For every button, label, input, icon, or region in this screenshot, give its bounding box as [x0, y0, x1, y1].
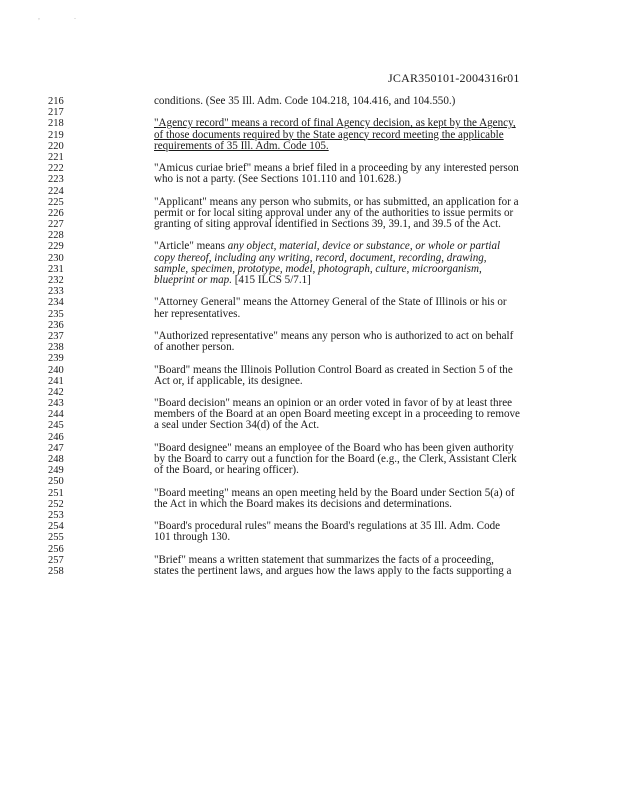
text-segment: Act or, if applicable, its designee. — [154, 374, 303, 387]
text-segment: "Board's procedural rules" means the Board's regulations at 35 Ill. Adm. Code — [154, 520, 501, 533]
line-number: 234 — [48, 297, 64, 309]
text-segment: "Agency record" means a record of final Agency decision, as kept by the Agency, — [154, 117, 516, 130]
line-number: 240 — [48, 364, 64, 376]
text-segment: "Authorized representative" means any person who is authorized to act on behalf — [154, 329, 514, 342]
text-segment: [415 ILCS 5/7.1] — [231, 274, 311, 286]
document-line — [0, 454, 618, 465]
line-number: 227 — [48, 219, 64, 231]
document-id: JCAR350101-2004316r01 — [388, 71, 520, 85]
line-number: 254 — [48, 521, 64, 533]
line-number: 218 — [48, 118, 64, 130]
line-number: 226 — [48, 207, 64, 219]
text-segment: "Brief" means a written statement that summarizes the facts of a proceeding, — [154, 553, 494, 566]
text-segment: 101 through 130. — [154, 531, 231, 544]
document-line — [0, 331, 618, 342]
text-segment: her representatives. — [154, 307, 241, 320]
line-text — [154, 566, 511, 577]
text-segment: a seal under Section 34(d) of the Act. — [154, 419, 320, 432]
text-segment: sample, specimen, prototype, model, photograph, culture, microorganism, — [154, 262, 482, 275]
text-segment: of those documents required by the State agency record meeting the applicable — [154, 128, 504, 141]
document-line — [0, 297, 618, 308]
line-number: 225 — [48, 196, 64, 208]
text-segment: "Article" means — [154, 240, 228, 253]
line-text — [154, 275, 311, 286]
text-segment: members of the Board at an open Board meeting except in a proceeding to remove — [154, 408, 520, 421]
line-number: 250 — [48, 476, 64, 488]
document-line — [0, 309, 618, 320]
text-segment: blueprint or map. — [154, 274, 232, 286]
line-number: 241 — [48, 375, 64, 387]
text-segment: conditions. (See 35 Ill. Adm. Code 104.218, 104.416, and 104.550.) — [154, 95, 456, 107]
document-line — [0, 96, 618, 107]
line-number: 222 — [48, 163, 64, 175]
line-text — [154, 174, 401, 185]
text-segment: requirements of 35 Ill. Adm. Code 105. — [154, 139, 329, 152]
line-number: 237 — [48, 330, 64, 342]
text-segment: the Act in which the Board makes its decisions and determinations. — [154, 497, 452, 510]
document-line — [0, 566, 618, 577]
document-line — [0, 141, 618, 152]
document-line — [0, 275, 618, 286]
line-number: 224 — [48, 185, 64, 197]
text-segment: states the pertinent laws, and argues how the laws apply to the facts supporting a — [154, 564, 512, 577]
document-line — [0, 532, 618, 543]
line-number: 238 — [48, 342, 64, 354]
text-segment: "Board designee" means an employee of the Board who has been given authority — [154, 441, 514, 454]
line-number: 232 — [48, 275, 64, 286]
text-segment: by the Board to carry out a function for the Board (e.g., the Clerk, Assistant Clerk — [154, 453, 517, 465]
line-text — [154, 219, 501, 230]
line-number: 252 — [48, 498, 64, 510]
line-number: 244 — [48, 409, 64, 421]
document-line — [0, 465, 618, 476]
line-number: 223 — [48, 174, 64, 186]
numbered-text-body — [0, 96, 618, 577]
line-number: 230 — [48, 252, 64, 264]
text-segment: permit or for local siting approval under any of the authorities to issue permits or — [154, 206, 514, 219]
line-number: 229 — [48, 241, 64, 253]
line-text — [154, 420, 319, 431]
line-number: 235 — [48, 308, 64, 320]
line-text — [154, 96, 455, 107]
scan-mark: , — [38, 12, 40, 21]
line-text — [154, 342, 234, 353]
line-number: 243 — [48, 398, 64, 410]
text-segment: "Applicant" means any person who submits, or has submitted, an application for a — [154, 195, 519, 208]
document-line — [0, 521, 618, 532]
line-text — [154, 465, 299, 476]
line-text — [154, 376, 303, 387]
line-number: 239 — [48, 353, 64, 365]
document-line — [0, 376, 618, 387]
text-segment: "Board meeting" means an open meeting held by the Board under Section 5(a) of — [154, 486, 515, 499]
line-text — [154, 309, 240, 320]
line-number: 249 — [48, 465, 64, 477]
document-line — [0, 219, 618, 230]
line-number: 217 — [48, 107, 64, 119]
document-line — [0, 365, 618, 376]
line-number: 248 — [48, 454, 64, 465]
document-line — [0, 499, 618, 510]
line-number: 220 — [48, 140, 64, 152]
line-text — [154, 499, 452, 510]
text-segment: "Board decision" means an opinion or an order voted in favor of by at least three — [154, 397, 513, 410]
scan-mark: . — [74, 12, 76, 21]
text-segment: who is not a party. (See Sections 101.110 and 101.628.) — [154, 173, 401, 186]
line-number: 247 — [48, 442, 64, 454]
document-line — [0, 342, 618, 353]
line-number: 257 — [48, 554, 64, 566]
text-segment: any object, material, device or substance, or whole or partial — [227, 240, 501, 253]
line-number: 219 — [48, 129, 64, 141]
line-number: 246 — [48, 431, 64, 443]
line-number: 231 — [48, 263, 64, 275]
line-number: 233 — [48, 286, 64, 298]
text-segment: "Attorney General" means the Attorney General of the State of Illinois or his or — [154, 296, 507, 309]
line-number: 242 — [48, 386, 64, 398]
line-text — [154, 532, 230, 543]
line-number: 228 — [48, 230, 64, 242]
text-segment: of another person. — [154, 341, 235, 354]
text-segment: copy thereof, including any writing, record, document, recording, drawing, — [154, 251, 487, 264]
text-segment: "Board" means the Illinois Pollution Control Board as created in Section 5 of the — [154, 363, 513, 376]
line-number: 221 — [48, 151, 64, 163]
line-number: 255 — [48, 532, 64, 544]
line-number: 245 — [48, 420, 64, 432]
text-segment: of the Board, or hearing officer). — [154, 464, 299, 477]
text-segment: "Amicus curiae brief" means a brief filed in a proceeding by any interested person — [154, 162, 519, 175]
text-segment: granting of siting approval identified in Sections 39, 39.1, and 39.5 of the Act. — [154, 218, 501, 231]
line-text — [154, 141, 329, 152]
line-number: 236 — [48, 319, 64, 331]
line-number: 256 — [48, 543, 64, 555]
document-line — [0, 420, 618, 431]
line-number: 251 — [48, 487, 64, 499]
line-number: 258 — [48, 565, 64, 577]
line-number: 253 — [48, 509, 64, 521]
document-line — [0, 174, 618, 185]
line-number: 216 — [48, 96, 64, 107]
